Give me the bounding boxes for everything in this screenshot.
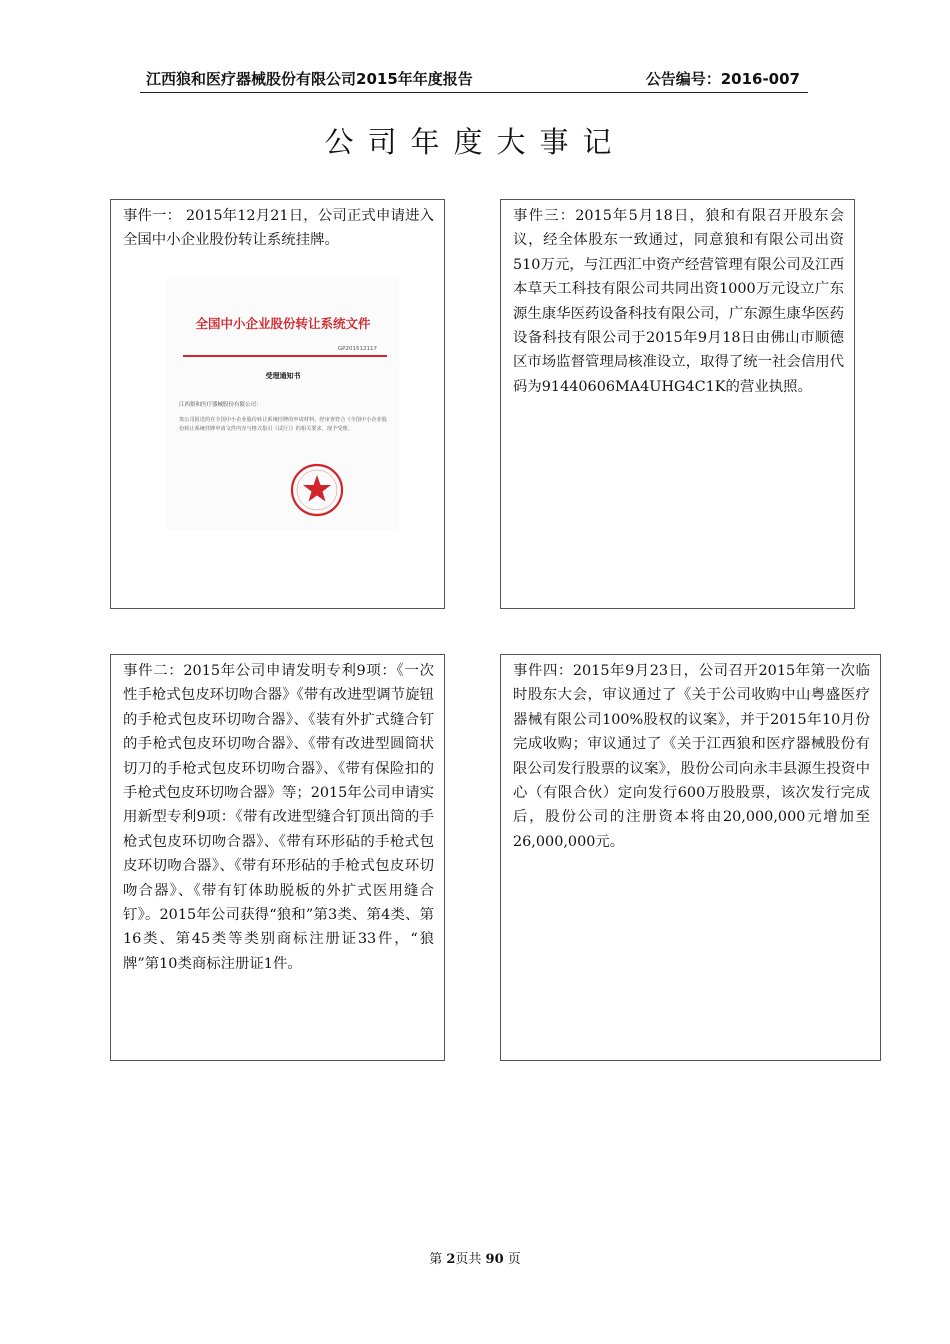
footer-page-label: 第	[429, 1252, 443, 1267]
event-four-text: 事件四：2015年9月23日，公司召开2015年第一次临时股东大会，审议通过了《关于公司收购中山粤盛医疗器械有限公司100%股权的议案》，并于2015年10月份完成收购；审议通过了《关于江西狼和医疗器械股份有限公司发行股票的议案》，股份公司向永丰县源生投资中心（有限合伙）定向发行600万股股票，该次发行完成后，股份公司的注册资本将由20,000,000元增加至26,000,000元。	[513, 663, 870, 850]
doc-number: GP201512117	[337, 346, 377, 352]
footer-page-mid: 页共	[455, 1252, 482, 1267]
announcement-number: 公告编号：2016-007	[645, 70, 800, 88]
red-divider	[183, 355, 387, 357]
page-footer	[0, 1248, 950, 1267]
notice-addressee: 江西狼和医疗器械股份有限公司：	[179, 402, 262, 408]
doc-title: 全国中小企业股份转让系统文件	[195, 316, 371, 331]
official-seal-icon	[289, 462, 345, 518]
acceptance-notice-image	[167, 276, 399, 530]
footer-page-end: 页	[507, 1252, 521, 1267]
report-title: 江西狼和医疗器械股份有限公司2015年年度报告	[146, 70, 473, 88]
event-four-box	[500, 654, 881, 1061]
page-header	[140, 66, 808, 93]
event-one-text: 事件一： 2015年12月21日，公司正式申请进入全国中小企业股份转让系统挂牌。	[123, 208, 434, 249]
event-three-text: 事件三：2015年5月18日，狼和有限召开股东会议，经全体股东一致通过，同意狼和有限公司出资510万元，与江西汇中资产经营管理有限公司及江西本草天工科技有限公司共同出资1000万元设立广东源生康华医药设备科技有限公司，广东源生康华医药设备科技有限公司于2015年9月18日由佛山市顺德区市场监督管理局核准设立，取得了统一社会信用代码为91440606MA4UHG4C1K的营业执照。	[513, 208, 844, 395]
notice-body: 贵公司报送的在全国中小企业股份转让系统挂牌的申请材料，经审查符合《全国中小企业股份转让系统挂牌申请文件内容与格式指引（试行）》的相关要求，现予受理。	[179, 417, 387, 432]
page-title: 公司年度大事记	[324, 125, 626, 159]
notice-heading: 受理通知书	[265, 372, 301, 380]
event-two-box	[110, 654, 445, 1061]
event-one-box	[110, 199, 445, 609]
event-three-box	[500, 199, 855, 609]
event-two-text: 事件二：2015年公司申请发明专利9项：《一次性手枪式包皮环切吻合器》《带有改进型调节旋钮的手枪式包皮环切吻合器》、《装有外扩式缝合钉的手枪式包皮环切吻合器》、《带有改进型圆筒状切刀的手枪式包皮环切吻合器》、《带有保险扣的手枪式包皮环切吻合器》等；2015年公司申请实用新型专利9项：《带有改进型缝合钉顶出筒的手枪式包皮环切吻合器》、《带有环形砧的手枪式包皮环切吻合器》、《带有环形砧的手枪式包皮环切吻合器》、《带有钉体助脱板的外扩式医用缝合钉》。2015年公司获得“狼和”第3类、第4类、第16类、第45类等类别商标注册证33件，“狼牌”第10类商标注册证1件。	[123, 663, 434, 972]
footer-total-pages: 90	[485, 1252, 504, 1267]
footer-page-number: 2	[446, 1252, 456, 1267]
